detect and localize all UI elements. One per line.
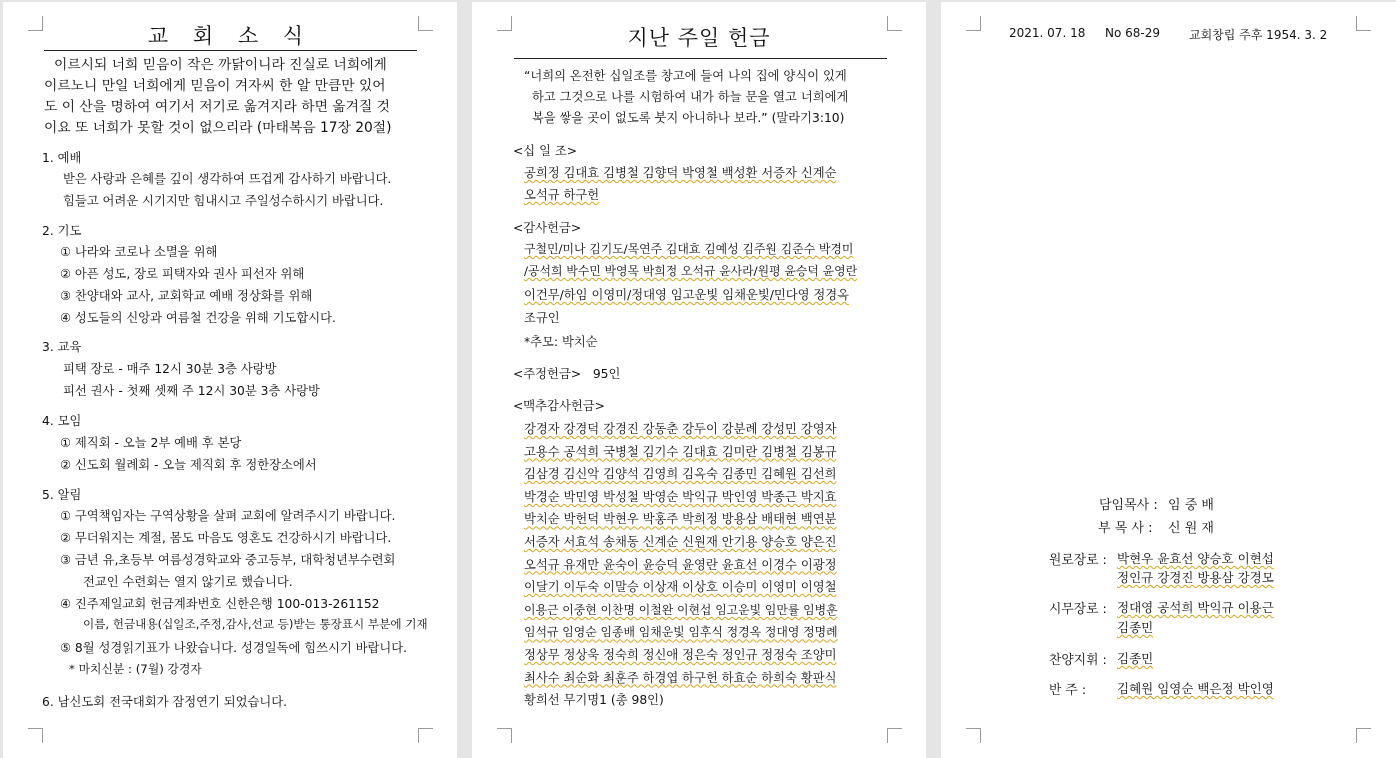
associate-pastor-name: 신 원 재 bbox=[1168, 521, 1214, 536]
reading-finished: * 마치신분 : (7월) 강경자 bbox=[69, 662, 202, 676]
barley-line: 최사수 최순화 최훈주 하경엽 하구헌 하효순 하희숙 황판식 bbox=[524, 670, 837, 685]
crop-mark bbox=[966, 728, 981, 743]
crop-mark bbox=[1356, 16, 1371, 31]
active-elders-names: 김종민 bbox=[1117, 620, 1154, 635]
barley-line: 고용수 공석희 국병철 김기수 김대효 김미란 김병철 김봉규 bbox=[524, 444, 837, 459]
active-elders-names: 정대영 공석희 박익규 이용근 bbox=[1117, 600, 1274, 615]
senior-pastor-label: 담임목사 : bbox=[1099, 498, 1158, 513]
worship-line: 받은 사랑과 은혜를 깊이 생각하여 뜨겁게 감사하기 바랍니다. bbox=[63, 172, 392, 186]
prayer-item: ① 나라와 코로나 소멸을 위해 bbox=[60, 245, 218, 259]
crop-mark bbox=[28, 728, 43, 743]
choir-director-label: 찬양지휘 : bbox=[1049, 653, 1107, 668]
meeting-item: ① 제직회 - 오늘 2부 예배 후 본당 bbox=[60, 436, 242, 450]
crop-mark bbox=[887, 728, 902, 743]
verse-line: 이요 또 너희가 못할 것이 없으리라 (마태복음 17장 20절) bbox=[44, 120, 392, 136]
associate-pastor-label: 부 목 사 : bbox=[1098, 521, 1153, 536]
crop-mark bbox=[497, 728, 512, 743]
education-line: 피택 장로 - 매주 12시 30분 3층 사랑방 bbox=[63, 362, 277, 376]
barley-line: 오석규 유재만 윤숙이 윤승덕 윤영란 윤효선 이경수 이광정 bbox=[524, 557, 837, 572]
bulletin-date: 2021. 07. 18 bbox=[1009, 26, 1086, 40]
barley-line: 임석규 임영순 임종배 임채운빛 임후식 정경옥 정대영 정명례 bbox=[524, 625, 838, 640]
emeritus-elders-names: 박현우 윤효선 양승호 이현섭 bbox=[1117, 551, 1274, 566]
barley-line: 이용근 이중현 이찬명 이철완 이현섭 임고운빛 임만률 임병훈 bbox=[524, 602, 838, 617]
crop-mark bbox=[966, 16, 981, 31]
verse-line: 도 이 산을 명하여 여기서 저기로 옮겨지라 하면 옮겨질 것 bbox=[44, 99, 391, 115]
meeting-item: ② 신도회 월례회 - 오늘 제직회 후 정한장소에서 bbox=[60, 458, 317, 472]
section-prayer-heading: 2. 기도 bbox=[42, 224, 82, 238]
tithe-names: 오석규 하구헌 bbox=[524, 188, 600, 202]
notice-item: ② 무더워지는 계절, 몸도 마음도 영혼도 건강하시기 바랍니다. bbox=[60, 531, 392, 545]
section-worship-heading: 1. 예배 bbox=[42, 151, 82, 165]
page-title: 지난 주일 헌금 bbox=[627, 26, 771, 50]
prayer-item: ② 아픈 성도, 장로 피택자와 권사 피선자 위해 bbox=[60, 267, 305, 281]
barley-line: 정상무 정상욱 정숙희 정신애 정은숙 정인규 정정숙 조양미 bbox=[524, 647, 837, 662]
weekly-offering bbox=[513, 364, 620, 382]
thanks-heading: <감사헌금> bbox=[513, 221, 582, 235]
barley-line: 서증자 서효석 송채동 신계순 신원재 안기용 양승호 양은진 bbox=[524, 534, 837, 549]
section-mens-conference: 6. 남신도회 전국대회가 잠정연기 되었습니다. bbox=[42, 695, 288, 709]
page-offering bbox=[472, 2, 926, 758]
church-founding: 교회창립 주후 1954. 3. 2 bbox=[1189, 28, 1328, 42]
title-rule bbox=[514, 58, 887, 59]
thanks-names: 조규인 bbox=[524, 311, 560, 325]
weekly-heading: <주정헌금> bbox=[513, 367, 582, 381]
section-notice-heading: 5. 알림 bbox=[42, 488, 82, 502]
crop-mark bbox=[1356, 728, 1371, 743]
prayer-item: ③ 찬양대와 교사, 교회학교 예배 정상화를 위해 bbox=[60, 289, 313, 303]
verse-line: 이르시되 너희 믿음이 작은 까닭이니라 진실로 너희에게 bbox=[54, 57, 387, 73]
barley-line: 황희선 무기명1 (총 98인) bbox=[524, 693, 664, 708]
quote-line: 복을 쌓을 곳이 없도록 붓지 아니하나 보라.” (말라기3:10) bbox=[532, 111, 845, 125]
quote-line: “너희의 온전한 십일조를 창고에 들여 나의 집에 양식이 있게 bbox=[524, 69, 847, 83]
worship-line: 힘들고 어려운 시기지만 힘내시고 주일성수하시기 바랍니다. bbox=[63, 194, 384, 208]
thanks-names: 구철민/미나 김기도/목연주 김대효 김예성 김주원 김준수 박경미 bbox=[524, 242, 854, 256]
accompanist-label: 반 주 : bbox=[1049, 683, 1087, 698]
title-rule bbox=[44, 50, 417, 51]
page-church-info bbox=[941, 2, 1396, 758]
prayer-item: ④ 성도들의 신앙과 여름철 건강을 위해 기도합시다. bbox=[60, 311, 336, 325]
barley-line: 강경자 강경덕 강경진 강동춘 강두이 강분례 강성민 강영자 bbox=[524, 422, 837, 436]
emeritus-elders-label: 원로장로 : bbox=[1049, 553, 1107, 568]
memorial-note: *추모: 박치순 bbox=[524, 335, 598, 349]
verse-line: 이르노니 만일 너희에게 믿음이 겨자씨 한 알 만큼만 있어 bbox=[44, 78, 386, 94]
quote-line: 하고 그것으로 나를 시험하여 내가 하늘 문을 열고 너희에게 bbox=[532, 90, 849, 104]
page-title: 교 회 소 식 bbox=[147, 24, 313, 48]
active-elders-label: 시무장로 : bbox=[1049, 602, 1107, 617]
senior-pastor-name: 임 중 배 bbox=[1168, 498, 1214, 513]
section-meeting-heading: 4. 모임 bbox=[42, 414, 82, 428]
notice-item-continued: 이름, 헌금내용(십일조,주정,감사,선교 등)받는 통장표시 부분에 기재 bbox=[83, 617, 428, 631]
accompanist-names: 김혜원 임영순 백은정 박인영 bbox=[1117, 681, 1274, 696]
crop-mark bbox=[418, 728, 433, 743]
barley-line: 박경순 박민영 박성철 박영순 박익규 박인영 박종근 박지효 bbox=[524, 489, 837, 504]
tithe-heading: <십 일 조> bbox=[513, 144, 578, 158]
education-line: 피선 권사 - 첫째 셋째 주 12시 30분 3층 사랑방 bbox=[63, 384, 320, 398]
section-education-heading: 3. 교육 bbox=[42, 340, 82, 354]
barley-line: 김삼경 김신악 김양석 김영희 김옥숙 김종민 김혜원 김선희 bbox=[524, 467, 837, 482]
notice-item: ⑤ 8월 성경읽기표가 나왔습니다. 성경일독에 힘쓰시기 바랍니다. bbox=[60, 641, 408, 655]
notice-item-continued: 전교인 수련회는 열지 않기로 했습니다. bbox=[83, 575, 293, 589]
scripture-quote bbox=[524, 66, 848, 129]
notice-item: ③ 금년 유,초등부 여름성경학교와 중고등부, 대학청년부수련회 bbox=[60, 553, 396, 567]
page-church-news bbox=[3, 2, 457, 758]
barley-heading: <맥추감사헌금> bbox=[513, 399, 605, 413]
emeritus-elders-names: 정인규 강경진 방용삼 강경모 bbox=[1117, 570, 1274, 585]
barley-line: 박치순 박헌덕 박현우 박홍주 박희정 방용삼 배태현 백연분 bbox=[524, 512, 837, 527]
barley-names bbox=[524, 418, 838, 712]
thanks-names: 이건무/하임 이영미/정대영 임고운빛 임채운빛/민다영 정경옥 bbox=[524, 288, 850, 302]
notice-item: ① 구역책임자는 구역상황을 살펴 교회에 알려주시기 바랍니다. bbox=[60, 509, 396, 523]
choir-director-name: 김종민 bbox=[1117, 651, 1154, 666]
notice-item: ④ 진주제일교회 헌금계좌번호 신한은행 100-013-261152 bbox=[60, 597, 380, 611]
weekly-count: 95인 bbox=[592, 367, 621, 381]
thanks-names: /공석희 박수민 박영목 박희정 오석규 윤사라/원평 윤승덕 윤영란 bbox=[524, 264, 858, 278]
barley-line: 이달기 이두숙 이말승 이상재 이상호 이승미 이영미 이영철 bbox=[524, 580, 837, 595]
bulletin-issue: No 68-29 bbox=[1105, 26, 1161, 40]
scripture-verse bbox=[44, 55, 422, 139]
tithe-names: 공희정 김대효 김병철 김향덕 박영철 백성환 서증자 신계순 bbox=[524, 166, 837, 180]
